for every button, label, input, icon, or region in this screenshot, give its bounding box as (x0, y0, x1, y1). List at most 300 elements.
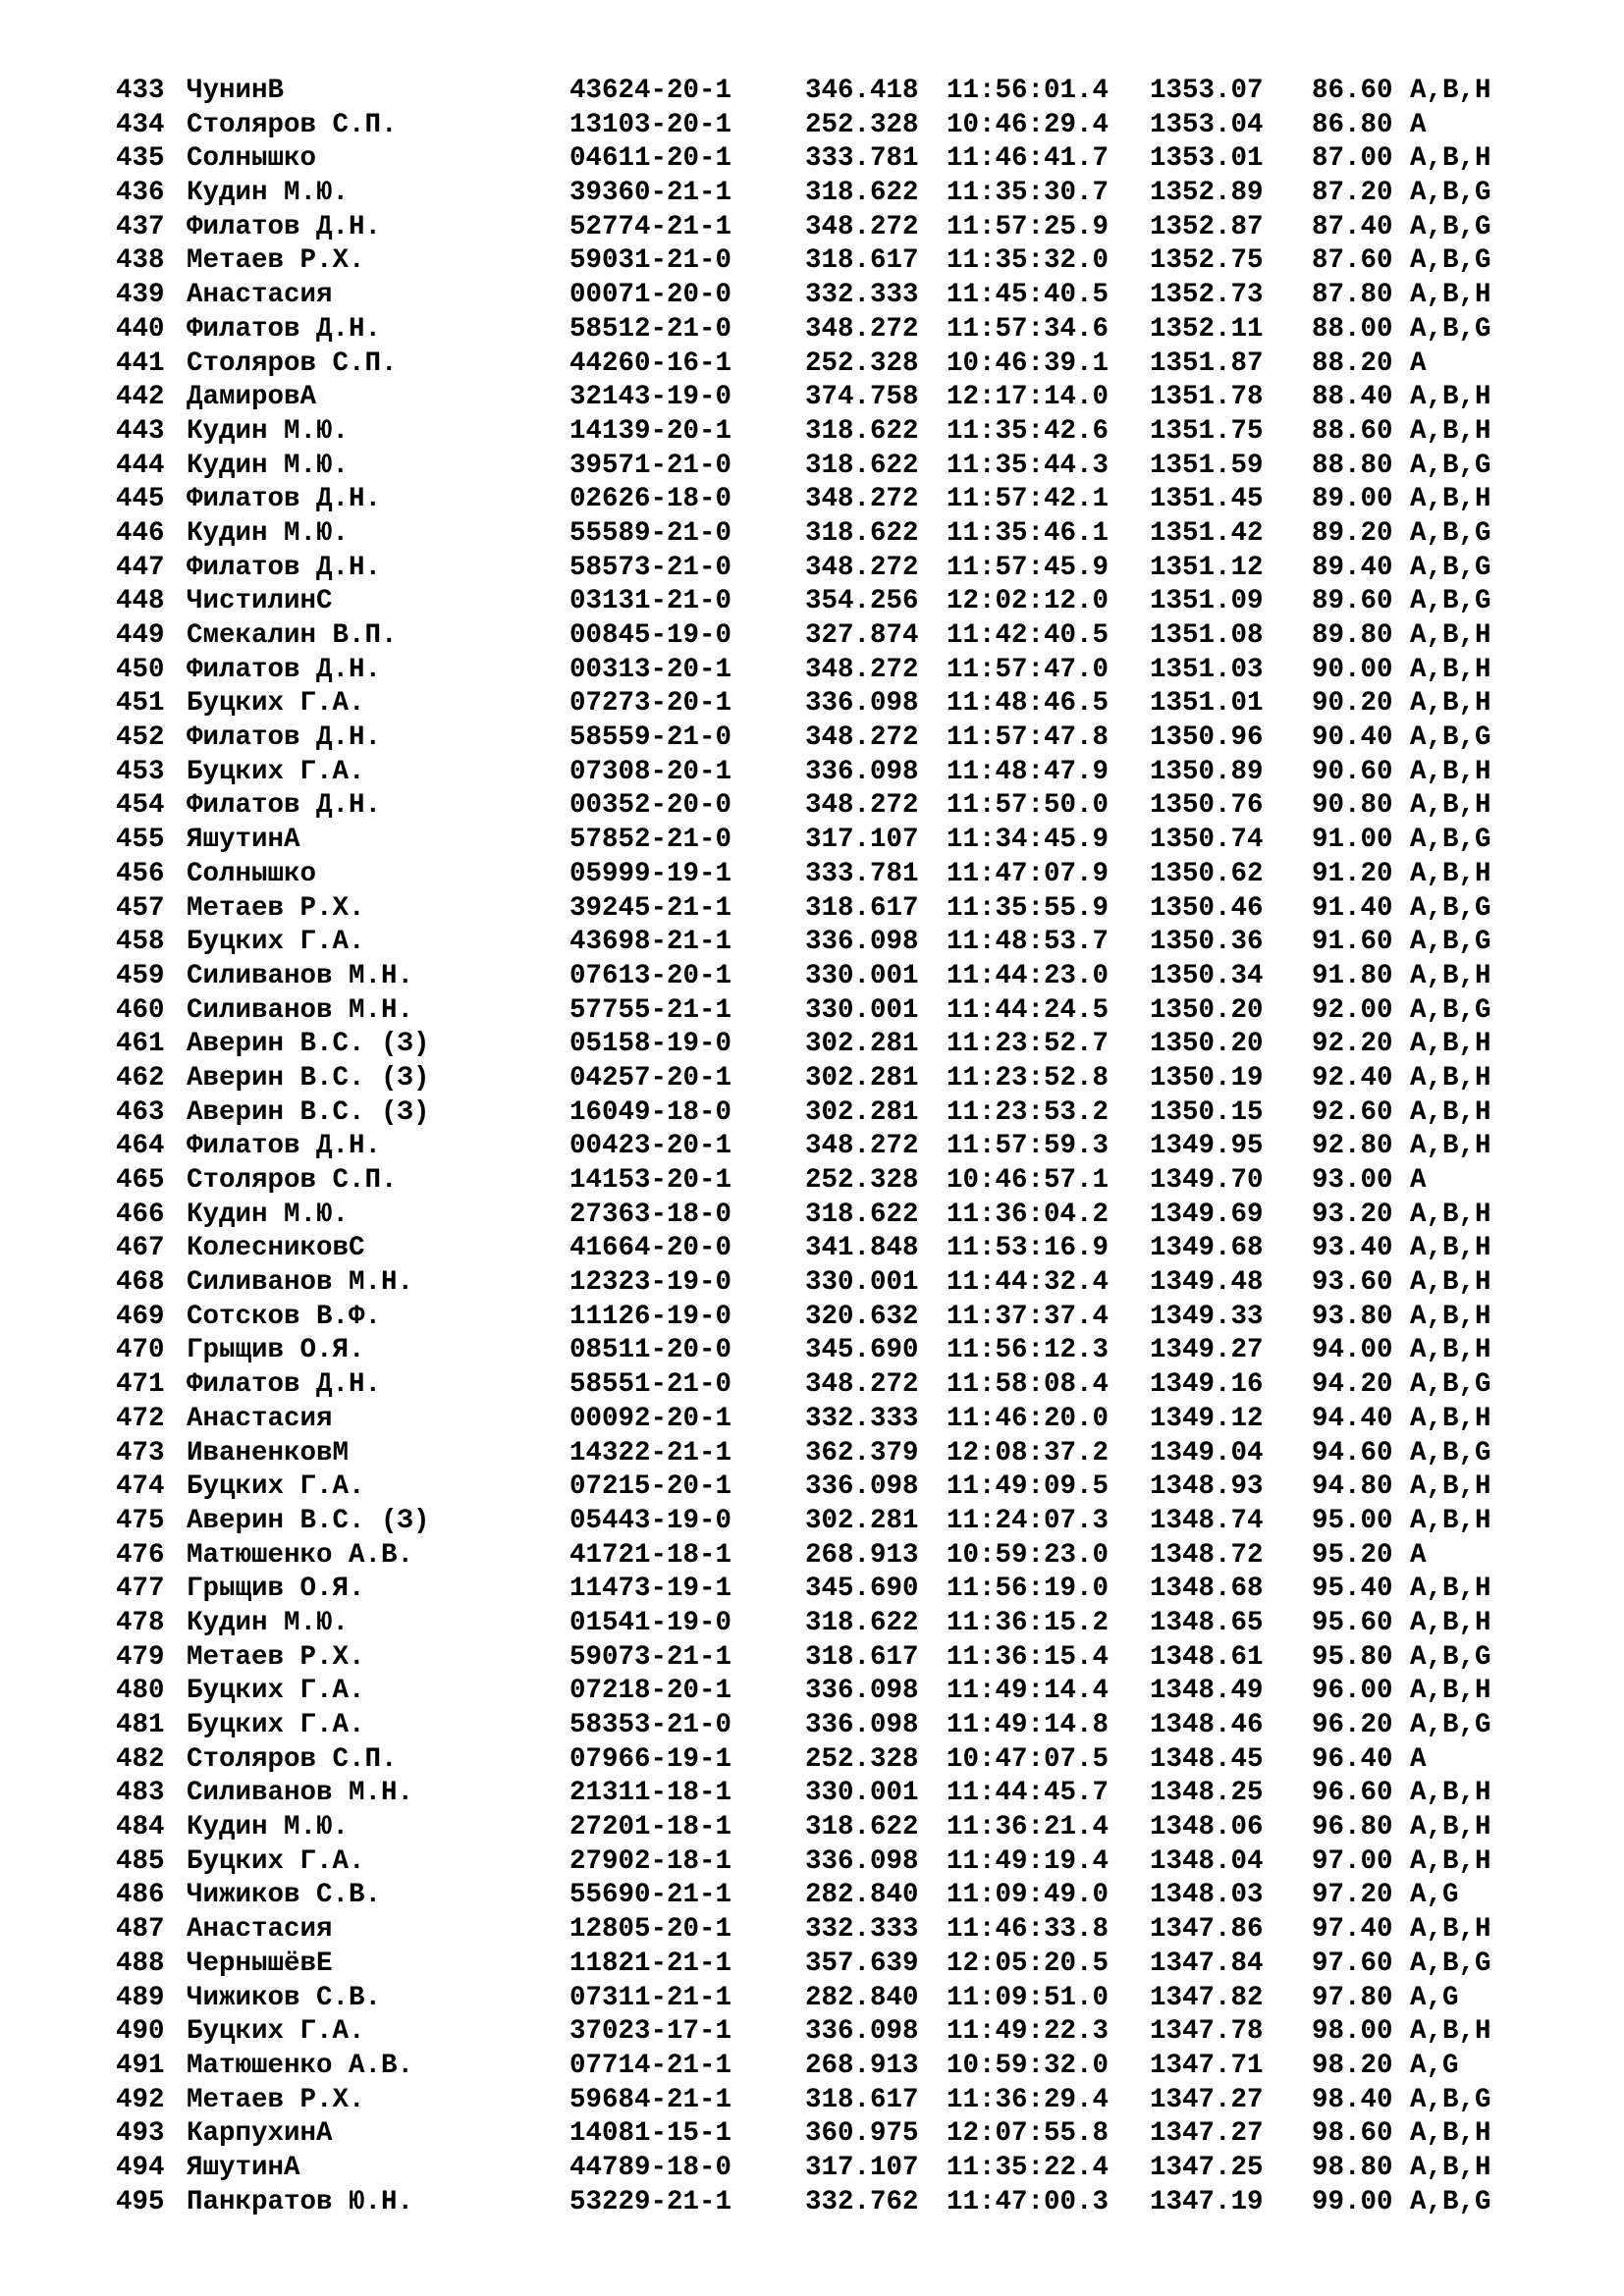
speed-value: 1351.78 (1150, 382, 1264, 413)
category-tags: A,B,G (1410, 722, 1491, 754)
row-number: 486 (116, 1880, 165, 1911)
participant-name: Анастасия (187, 1403, 333, 1434)
table-row (116, 1539, 1569, 1574)
distance-value: 336.098 (805, 756, 919, 787)
table-row (116, 1164, 1569, 1199)
participant-name: КарпухинА (187, 2118, 333, 2150)
speed-value: 1348.25 (1150, 1778, 1264, 1809)
table-row (116, 2117, 1569, 2152)
distance-value: 336.098 (805, 1471, 919, 1503)
category-tags: A,B,H (1410, 1914, 1491, 1946)
pigeon-ring-code: 00313-20-1 (569, 654, 732, 685)
participant-name: Филатов Д.Н. (187, 313, 382, 345)
row-number: 495 (116, 2186, 165, 2217)
distance-value: 330.001 (805, 1778, 919, 1809)
speed-value: 1349.16 (1150, 1369, 1264, 1401)
participant-name: Буцких Г.А. (187, 1845, 365, 1877)
arrival-time: 11:57:45.9 (947, 552, 1110, 583)
category-tags: A,G (1410, 1880, 1459, 1911)
percentile-value: 95.60 (1312, 1607, 1393, 1638)
category-tags: A,B,G (1410, 2084, 1491, 2115)
table-row (116, 1879, 1569, 1913)
distance-value: 336.098 (805, 1676, 919, 1707)
pigeon-ring-code: 53229-21-1 (569, 2186, 732, 2217)
category-tags: A,B,G (1410, 450, 1491, 481)
speed-value: 1347.71 (1150, 2050, 1264, 2081)
table-row (116, 1130, 1569, 1164)
category-tags: A,B,H (1410, 2152, 1491, 2183)
speed-value: 1348.68 (1150, 1574, 1264, 1605)
row-number: 468 (116, 1267, 165, 1299)
distance-value: 348.272 (805, 1131, 919, 1162)
participant-name: Метаев Р.Х. (187, 2084, 365, 2115)
pigeon-ring-code: 59684-21-1 (569, 2084, 732, 2115)
speed-value: 1351.12 (1150, 552, 1264, 583)
participant-name: Грыщив О.Я. (187, 1335, 365, 1366)
results-list (116, 75, 1569, 2219)
distance-value: 318.617 (805, 2084, 919, 2115)
table-row (116, 926, 1569, 960)
percentile-value: 93.60 (1312, 1267, 1393, 1299)
arrival-time: 11:49:14.8 (947, 1710, 1110, 1740)
arrival-time: 11:34:45.9 (947, 825, 1110, 856)
participant-name: Силиванов М.Н. (187, 960, 414, 991)
distance-value: 332.333 (805, 280, 919, 311)
speed-value: 1352.87 (1150, 211, 1264, 242)
participant-name: Кудин М.Ю. (187, 1607, 350, 1638)
row-number: 443 (116, 415, 165, 447)
distance-value: 333.781 (805, 143, 919, 175)
table-row (116, 552, 1569, 586)
distance-value: 336.098 (805, 2016, 919, 2048)
participant-name: Филатов Д.Н. (187, 790, 382, 822)
pigeon-ring-code: 27363-18-0 (569, 1199, 732, 1230)
category-tags: A,B,G (1410, 892, 1491, 924)
participant-name: Кудин М.Ю. (187, 1199, 350, 1230)
row-number: 477 (116, 1574, 165, 1605)
arrival-time: 11:35:46.1 (947, 517, 1110, 549)
category-tags: A,B,H (1410, 415, 1491, 447)
speed-value: 1350.19 (1150, 1062, 1264, 1094)
distance-value: 348.272 (805, 722, 919, 754)
arrival-time: 10:59:23.0 (947, 1539, 1110, 1571)
speed-value: 1352.89 (1150, 178, 1264, 209)
row-number: 462 (116, 1062, 165, 1094)
speed-value: 1350.46 (1150, 892, 1264, 924)
pigeon-ring-code: 32143-19-0 (569, 382, 732, 413)
pigeon-ring-code: 00845-19-0 (569, 620, 732, 651)
speed-value: 1348.04 (1150, 1845, 1264, 1877)
pigeon-ring-code: 57755-21-1 (569, 994, 732, 1026)
speed-value: 1349.68 (1150, 1233, 1264, 1264)
category-tags: A,B,H (1410, 688, 1491, 720)
speed-value: 1349.48 (1150, 1267, 1264, 1299)
participant-name: Буцких Г.А. (187, 688, 365, 720)
category-tags: A,B,H (1410, 1199, 1491, 1230)
row-number: 437 (116, 211, 165, 242)
percentile-value: 87.00 (1312, 143, 1393, 175)
percentile-value: 93.20 (1312, 1199, 1393, 1230)
speed-value: 1349.04 (1150, 1437, 1264, 1468)
pigeon-ring-code: 11473-19-1 (569, 1574, 732, 1605)
speed-value: 1351.45 (1150, 484, 1264, 515)
participant-name: Солнышко (187, 858, 317, 889)
arrival-time: 11:56:19.0 (947, 1574, 1110, 1605)
distance-value: 318.617 (805, 1641, 919, 1673)
participant-name: Буцких Г.А. (187, 1471, 365, 1503)
percentile-value: 89.80 (1312, 620, 1393, 651)
category-tags: A,B,H (1410, 1403, 1491, 1434)
speed-value: 1347.27 (1150, 2084, 1264, 2115)
row-number: 434 (116, 109, 165, 140)
distance-value: 317.107 (805, 2152, 919, 2183)
participant-name: Филатов Д.Н. (187, 552, 382, 583)
arrival-time: 11:53:16.9 (947, 1233, 1110, 1264)
arrival-time: 11:57:47.0 (947, 654, 1110, 685)
percentile-value: 90.40 (1312, 722, 1393, 754)
speed-value: 1348.61 (1150, 1641, 1264, 1673)
arrival-time: 11:44:23.0 (947, 960, 1110, 991)
pigeon-ring-code: 58573-21-0 (569, 552, 732, 583)
arrival-time: 10:46:57.1 (947, 1165, 1110, 1196)
participant-name: Сотсков В.Ф. (187, 1301, 382, 1332)
row-number: 447 (116, 552, 165, 583)
arrival-time: 11:46:41.7 (947, 143, 1110, 175)
table-row (116, 483, 1569, 517)
table-row (116, 1982, 1569, 2016)
pigeon-ring-code: 13103-20-1 (569, 109, 732, 140)
arrival-time: 11:48:47.9 (947, 756, 1110, 787)
pigeon-ring-code: 14139-20-1 (569, 415, 732, 447)
row-number: 450 (116, 654, 165, 685)
distance-value: 336.098 (805, 688, 919, 720)
distance-value: 332.333 (805, 1914, 919, 1946)
category-tags: A,B,H (1410, 76, 1491, 106)
table-row (116, 1470, 1569, 1505)
percentile-value: 88.00 (1312, 313, 1393, 345)
speed-value: 1347.84 (1150, 1948, 1264, 1979)
participant-name: Матюшенко А.В. (187, 1539, 414, 1571)
participant-name: ЧунинВ (187, 76, 285, 106)
pigeon-ring-code: 58353-21-0 (569, 1710, 732, 1740)
speed-value: 1351.42 (1150, 517, 1264, 549)
row-number: 478 (116, 1607, 165, 1638)
speed-value: 1347.78 (1150, 2016, 1264, 2048)
arrival-time: 11:57:59.3 (947, 1131, 1110, 1162)
participant-name: Солнышко (187, 143, 317, 175)
participant-name: ДамировА (187, 382, 317, 413)
table-row (116, 1266, 1569, 1301)
speed-value: 1350.74 (1150, 825, 1264, 856)
arrival-time: 11:35:22.4 (947, 2152, 1110, 2183)
speed-value: 1352.75 (1150, 245, 1264, 277)
percentile-value: 91.80 (1312, 960, 1393, 991)
speed-value: 1351.75 (1150, 415, 1264, 447)
table-row (116, 1743, 1569, 1778)
row-number: 466 (116, 1199, 165, 1230)
category-tags: A,B,H (1410, 1131, 1491, 1162)
speed-value: 1349.69 (1150, 1199, 1264, 1230)
row-number: 487 (116, 1914, 165, 1946)
category-tags: A,B,H (1410, 1574, 1491, 1605)
distance-value: 341.848 (805, 1233, 919, 1264)
arrival-time: 11:36:04.2 (947, 1199, 1110, 1230)
table-row (116, 2084, 1569, 2118)
arrival-time: 11:42:40.5 (947, 620, 1110, 651)
category-tags: A,B,G (1410, 1369, 1491, 1401)
row-number: 475 (116, 1505, 165, 1536)
distance-value: 357.639 (805, 1948, 919, 1979)
pigeon-ring-code: 07714-21-1 (569, 2050, 732, 2081)
category-tags: A (1410, 1539, 1427, 1571)
participant-name: Кудин М.Ю. (187, 517, 350, 549)
pigeon-ring-code: 12323-19-0 (569, 1267, 732, 1299)
arrival-time: 11:57:47.8 (947, 722, 1110, 754)
arrival-time: 11:09:51.0 (947, 1982, 1110, 2013)
distance-value: 332.333 (805, 1403, 919, 1434)
table-row (116, 858, 1569, 892)
participant-name: Силиванов М.Н. (187, 1778, 414, 1809)
category-tags: A,B,H (1410, 1607, 1491, 1638)
table-row (116, 177, 1569, 211)
percentile-value: 92.80 (1312, 1131, 1393, 1162)
row-number: 440 (116, 313, 165, 345)
pigeon-ring-code: 58512-21-0 (569, 313, 732, 345)
row-number: 452 (116, 722, 165, 754)
speed-value: 1347.19 (1150, 2186, 1264, 2217)
arrival-time: 11:23:53.2 (947, 1096, 1110, 1128)
participant-name: Буцких Г.А. (187, 756, 365, 787)
table-row (116, 960, 1569, 994)
percentile-value: 97.20 (1312, 1880, 1393, 1911)
pigeon-ring-code: 37023-17-1 (569, 2016, 732, 2048)
participant-name: ЯшутинА (187, 825, 300, 856)
participant-name: Анастасия (187, 1914, 333, 1946)
row-number: 433 (116, 76, 165, 106)
participant-name: Кудин М.Ю. (187, 450, 350, 481)
pigeon-ring-code: 16049-18-0 (569, 1096, 732, 1128)
distance-value: 348.272 (805, 790, 919, 822)
row-number: 442 (116, 382, 165, 413)
percentile-value: 86.80 (1312, 109, 1393, 140)
percentile-value: 93.40 (1312, 1233, 1393, 1264)
arrival-time: 11:24:07.3 (947, 1505, 1110, 1536)
category-tags: A,B,G (1410, 994, 1491, 1026)
table-row (116, 654, 1569, 688)
category-tags: A,B,G (1410, 1710, 1491, 1740)
arrival-time: 11:35:55.9 (947, 892, 1110, 924)
participant-name: КолесниковС (187, 1233, 365, 1264)
percentile-value: 96.60 (1312, 1778, 1393, 1809)
speed-value: 1351.09 (1150, 586, 1264, 617)
arrival-time: 11:56:12.3 (947, 1335, 1110, 1366)
distance-value: 333.781 (805, 858, 919, 889)
category-tags: A,B,G (1410, 927, 1491, 958)
table-row (116, 1845, 1569, 1880)
row-number: 458 (116, 927, 165, 958)
category-tags: A (1410, 1165, 1427, 1196)
category-tags: A,B,G (1410, 178, 1491, 209)
category-tags: A,B,H (1410, 1471, 1491, 1503)
table-row (116, 1948, 1569, 1982)
participant-name: Филатов Д.Н. (187, 211, 382, 242)
category-tags: A,B,H (1410, 1096, 1491, 1128)
row-number: 438 (116, 245, 165, 277)
arrival-time: 11:47:07.9 (947, 858, 1110, 889)
participant-name: Кудин М.Ю. (187, 178, 350, 209)
percentile-value: 91.00 (1312, 825, 1393, 856)
row-number: 451 (116, 688, 165, 720)
table-row (116, 585, 1569, 619)
percentile-value: 90.20 (1312, 688, 1393, 720)
distance-value: 302.281 (805, 1029, 919, 1060)
percentile-value: 98.20 (1312, 2050, 1393, 2081)
participant-name: Филатов Д.Н. (187, 1369, 382, 1401)
arrival-time: 10:47:07.5 (947, 1743, 1110, 1775)
pigeon-ring-code: 39571-21-0 (569, 450, 732, 481)
arrival-time: 11:36:21.4 (947, 1812, 1110, 1843)
percentile-value: 92.40 (1312, 1062, 1393, 1094)
arrival-time: 11:49:19.4 (947, 1845, 1110, 1877)
row-number: 483 (116, 1778, 165, 1809)
distance-value: 330.001 (805, 960, 919, 991)
row-number: 489 (116, 1982, 165, 2013)
pigeon-ring-code: 07308-20-1 (569, 756, 732, 787)
table-row (116, 1199, 1569, 1233)
participant-name: Филатов Д.Н. (187, 484, 382, 515)
pigeon-ring-code: 27902-18-1 (569, 1845, 732, 1877)
percentile-value: 88.80 (1312, 450, 1393, 481)
participant-name: Кудин М.Ю. (187, 1812, 350, 1843)
category-tags: A,B,H (1410, 1062, 1491, 1094)
category-tags: A,B,G (1410, 313, 1491, 345)
speed-value: 1348.74 (1150, 1505, 1264, 1536)
table-row (116, 1811, 1569, 1845)
pigeon-ring-code: 39245-21-1 (569, 892, 732, 924)
arrival-time: 11:44:32.4 (947, 1267, 1110, 1299)
table-row (116, 756, 1569, 790)
speed-value: 1349.95 (1150, 1131, 1264, 1162)
participant-name: Кудин М.Ю. (187, 415, 350, 447)
distance-value: 362.379 (805, 1437, 919, 1468)
distance-value: 330.001 (805, 994, 919, 1026)
category-tags: A,B,H (1410, 1845, 1491, 1877)
arrival-time: 12:07:55.8 (947, 2118, 1110, 2150)
arrival-time: 11:48:53.7 (947, 927, 1110, 958)
category-tags: A,B,H (1410, 1335, 1491, 1366)
pigeon-ring-code: 11821-21-1 (569, 1948, 732, 1979)
table-row (116, 381, 1569, 415)
table-row (116, 517, 1569, 552)
percentile-value: 89.20 (1312, 517, 1393, 549)
table-row (116, 109, 1569, 143)
percentile-value: 90.60 (1312, 756, 1393, 787)
pigeon-ring-code: 43698-21-1 (569, 927, 732, 958)
arrival-time: 11:35:44.3 (947, 450, 1110, 481)
table-row (116, 244, 1569, 279)
pigeon-ring-code: 43624-20-1 (569, 76, 732, 106)
pigeon-ring-code: 44789-18-0 (569, 2152, 732, 2183)
speed-value: 1351.03 (1150, 654, 1264, 685)
table-row (116, 1505, 1569, 1539)
table-row (116, 211, 1569, 245)
row-number: 459 (116, 960, 165, 991)
row-number: 473 (116, 1437, 165, 1468)
category-tags: A,B,G (1410, 552, 1491, 583)
arrival-time: 11:57:42.1 (947, 484, 1110, 515)
table-row (116, 1028, 1569, 1062)
category-tags: A,B,G (1410, 1437, 1491, 1468)
participant-name: Смекалин В.П. (187, 620, 398, 651)
percentile-value: 87.80 (1312, 280, 1393, 311)
row-number: 490 (116, 2016, 165, 2048)
arrival-time: 11:49:14.4 (947, 1676, 1110, 1707)
category-tags: A (1410, 109, 1427, 140)
pigeon-ring-code: 21311-18-1 (569, 1778, 732, 1809)
speed-value: 1348.46 (1150, 1710, 1264, 1740)
distance-value: 354.256 (805, 586, 919, 617)
pigeon-ring-code: 59073-21-1 (569, 1641, 732, 1673)
arrival-time: 11:35:30.7 (947, 178, 1110, 209)
category-tags: A,G (1410, 2050, 1459, 2081)
percentile-value: 96.80 (1312, 1812, 1393, 1843)
table-row (116, 994, 1569, 1029)
percentile-value: 94.40 (1312, 1403, 1393, 1434)
percentile-value: 90.00 (1312, 654, 1393, 685)
distance-value: 348.272 (805, 1369, 919, 1401)
pigeon-ring-code: 58551-21-0 (569, 1369, 732, 1401)
row-number: 457 (116, 892, 165, 924)
pigeon-ring-code: 41664-20-0 (569, 1233, 732, 1264)
pigeon-ring-code: 00423-20-1 (569, 1131, 732, 1162)
speed-value: 1353.04 (1150, 109, 1264, 140)
percentile-value: 88.40 (1312, 382, 1393, 413)
row-number: 493 (116, 2118, 165, 2150)
distance-value: 348.272 (805, 211, 919, 242)
percentile-value: 95.00 (1312, 1505, 1393, 1536)
table-row (116, 1641, 1569, 1676)
table-row (116, 1573, 1569, 1607)
pigeon-ring-code: 57852-21-0 (569, 825, 732, 856)
pigeon-ring-code: 11126-19-0 (569, 1301, 732, 1332)
category-tags: A,B,H (1410, 2016, 1491, 2048)
arrival-time: 11:23:52.7 (947, 1029, 1110, 1060)
arrival-time: 11:09:49.0 (947, 1880, 1110, 1911)
pigeon-ring-code: 07613-20-1 (569, 960, 732, 991)
table-row (116, 415, 1569, 450)
category-tags: A,B,H (1410, 1505, 1491, 1536)
category-tags: A,B,G (1410, 1948, 1491, 1979)
pigeon-ring-code: 07273-20-1 (569, 688, 732, 720)
participant-name: Филатов Д.Н. (187, 654, 382, 685)
speed-value: 1348.03 (1150, 1880, 1264, 1911)
participant-name: Силиванов М.Н. (187, 994, 414, 1026)
row-number: 444 (116, 450, 165, 481)
pigeon-ring-code: 05443-19-0 (569, 1505, 732, 1536)
distance-value: 336.098 (805, 1710, 919, 1740)
participant-name: Силиванов М.Н. (187, 1267, 414, 1299)
participant-name: ЧистилинС (187, 586, 333, 617)
category-tags: A,B,H (1410, 382, 1491, 413)
distance-value: 336.098 (805, 1845, 919, 1877)
percentile-value: 95.40 (1312, 1574, 1393, 1605)
arrival-time: 11:57:50.0 (947, 790, 1110, 822)
participant-name: Панкратов Ю.Н. (187, 2186, 414, 2217)
speed-value: 1350.36 (1150, 927, 1264, 958)
pigeon-ring-code: 03131-21-0 (569, 586, 732, 617)
speed-value: 1351.59 (1150, 450, 1264, 481)
arrival-time: 11:56:01.4 (947, 76, 1110, 106)
